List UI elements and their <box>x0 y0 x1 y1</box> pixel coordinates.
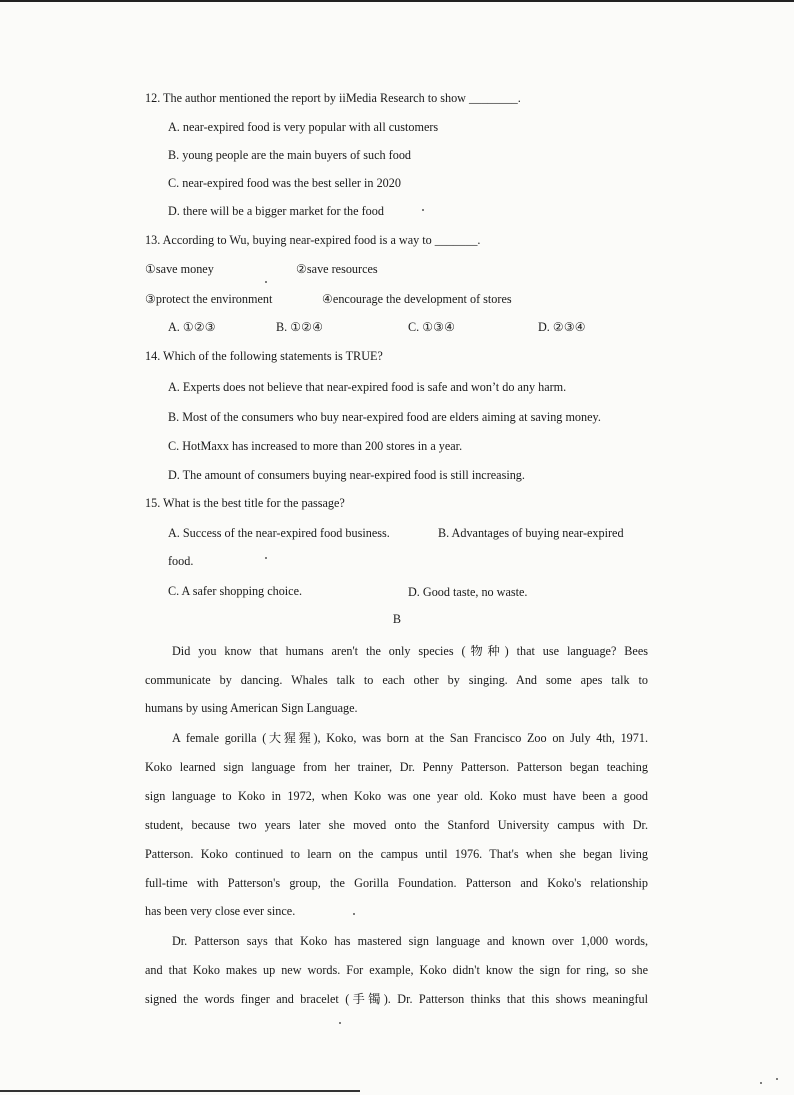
question-12-option-c: C. near-expired food was the best seller in 2020 <box>168 176 401 190</box>
scan-speck <box>265 557 267 559</box>
passage-line: Koko learned sign language from her trainer, Dr. Penny Patterson. Patterson began teaching <box>145 760 648 774</box>
question-13-choice-3: ③protect the environment <box>145 292 273 306</box>
scan-speck <box>265 281 267 283</box>
question-14-option-d: D. The amount of consumers buying near-expired food is still increasing. <box>168 468 525 482</box>
passage-line: A female gorilla (大猩猩), Koko, was born at the San Francisco Zoo on July 4th, 1971. <box>172 731 648 745</box>
question-14-stem: 14. Which of the following statements is TRUE? <box>145 349 383 363</box>
question-14-option-b: B. Most of the consumers who buy near-expired food are elders aiming at saving money. <box>168 410 601 424</box>
question-14-option-c: C. HotMaxx has increased to more than 200 stores in a year. <box>168 439 463 453</box>
passage-line: communicate by dancing. Whales talk to each other by singing. And some apes talk to <box>145 673 648 687</box>
passage-line: humans by using American Sign Language. <box>145 701 358 715</box>
passage-line: signed the words finger and bracelet (手镯). Dr. Patterson thinks that this shows meaningful <box>145 992 648 1006</box>
question-13-option-d: D. ②③④ <box>538 320 586 334</box>
question-13-choice-1: ①save money <box>145 262 214 276</box>
question-13-stem: 13. According to Wu, buying near-expired food is a way to _______. <box>145 233 481 247</box>
question-15-option-d: D. Good taste, no waste. <box>408 585 528 599</box>
scan-speck <box>760 1082 762 1084</box>
question-15-option-a: A. Success of the near-expired food business. <box>168 526 390 540</box>
question-12-stem: 12. The author mentioned the report by iiMedia Research to show ________. <box>145 91 521 105</box>
question-13-option-c: C. ①③④ <box>408 320 456 334</box>
question-15-option-b: B. Advantages of buying near-expired <box>438 526 624 540</box>
question-15-option-c: C. A safer shopping choice. <box>168 584 303 598</box>
section-label: B <box>392 612 402 626</box>
passage-line: sign language to Koko in 1972, when Koko was one year old. Koko must have been a good <box>145 789 648 803</box>
question-13-option-b: B. ①②④ <box>276 320 324 334</box>
scan-speck <box>353 913 355 915</box>
passage-line: full-time with Patterson's group, the Gorilla Foundation. Patterson and Koko's relationship <box>145 876 648 890</box>
question-13-choice-2: ②save resources <box>296 262 378 276</box>
question-13-option-a: A. ①②③ <box>168 320 216 334</box>
scan-speck <box>776 1078 778 1080</box>
question-12-option-a: A. near-expired food is very popular with all customers <box>168 120 439 134</box>
passage-line: has been very close ever since. <box>145 904 296 918</box>
scan-speck <box>339 1022 341 1024</box>
question-15-option-b-continued: food. <box>168 554 194 568</box>
passage-line: and that Koko makes up new words. For example, Koko didn't know the sign for ring, so she <box>145 963 648 977</box>
passage-line: Dr. Patterson says that Koko has mastered sign language and known over 1,000 words, <box>172 934 648 948</box>
question-13-choice-4: ④encourage the development of stores <box>322 292 512 306</box>
passage-line: student, because two years later she moved onto the Stanford University campus with Dr. <box>145 818 648 832</box>
question-14-option-a: A. Experts does not believe that near-expired food is safe and won’t do any harm. <box>168 380 567 394</box>
scan-speck <box>422 209 424 211</box>
question-12-option-b: B. young people are the main buyers of such food <box>168 148 412 162</box>
question-15-stem: 15. What is the best title for the passage? <box>145 496 345 510</box>
passage-line: Patterson. Koko continued to learn on the campus until 1976. That's when she began living <box>145 847 648 861</box>
passage-line: Did you know that humans aren't the only species (物种) that use language? Bees <box>172 644 648 658</box>
question-12-option-d: D. there will be a bigger market for the food <box>168 204 384 218</box>
